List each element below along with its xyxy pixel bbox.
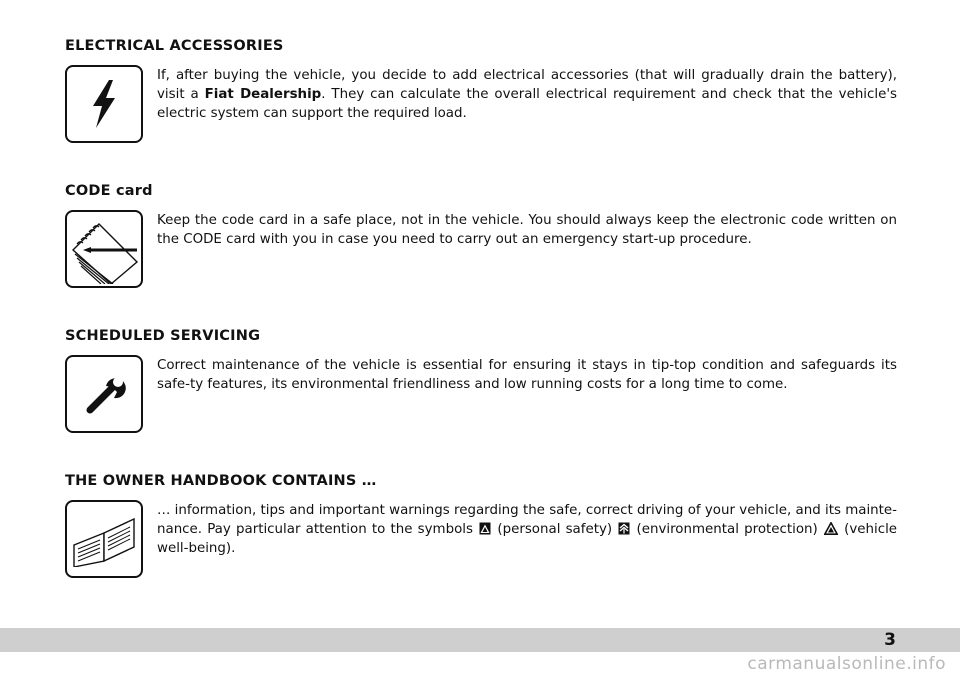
text-segment: … information, tips and important warnings regarding the safe, correct driving of your vehicle, and its mainte-nance. Pay particular attention to the symbols [157, 503, 897, 537]
section-text-code-card: Keep the code card in a safe place, not in the vehicle. You should always keep the electronic code written on the CODE card with you in case you need to carry out an emergency start-up procedure. [157, 213, 897, 247]
section-text-electrical-accessories [157, 66, 897, 123]
text-segment: (personal safety) [497, 522, 613, 537]
section-text-owner-handbook [157, 501, 897, 558]
text-segment: (vehicle well-being). [157, 522, 898, 556]
fiat-dealership-text: Fiat Dealership [204, 87, 322, 102]
section-heading-owner-handbook: THE OWNER HANDBOOK CONTAINS … [65, 473, 377, 489]
page-number: 3 [884, 630, 896, 650]
environmental-protection-symbol-icon [618, 522, 630, 535]
text-segment: (environmental protection) [636, 522, 818, 537]
footer-bar [0, 628, 960, 652]
section-heading-scheduled-servicing: SCHEDULED SERVICING [65, 328, 261, 344]
section-text-scheduled-servicing: Correct maintenance of the vehicle is essential for ensuring it stays in tip-top condition and safeguards its safe-ty features, its environmental friendliness and low running costs for a long time to come. [157, 358, 897, 392]
personal-safety-symbol-icon [479, 522, 491, 535]
text-segment: . They can calculate the overall electrical requirement and check that the vehicle's electric system can support the required load. [157, 87, 898, 121]
vehicle-well-being-symbol-icon [824, 522, 838, 535]
open-book-icon [65, 500, 143, 578]
watermark: carmanualsonline.info [747, 654, 946, 674]
notebook-pen-icon [65, 210, 143, 288]
section-heading-code-card: CODE card [65, 183, 153, 199]
lightning-bolt-icon [65, 65, 143, 143]
wrench-icon [65, 355, 143, 433]
text-segment: If, after buying the vehicle, you decide to add electrical accessories (that will gradually drain the battery), visit a [157, 68, 897, 102]
section-heading-electrical-accessories: ELECTRICAL ACCESSORIES [65, 38, 284, 54]
